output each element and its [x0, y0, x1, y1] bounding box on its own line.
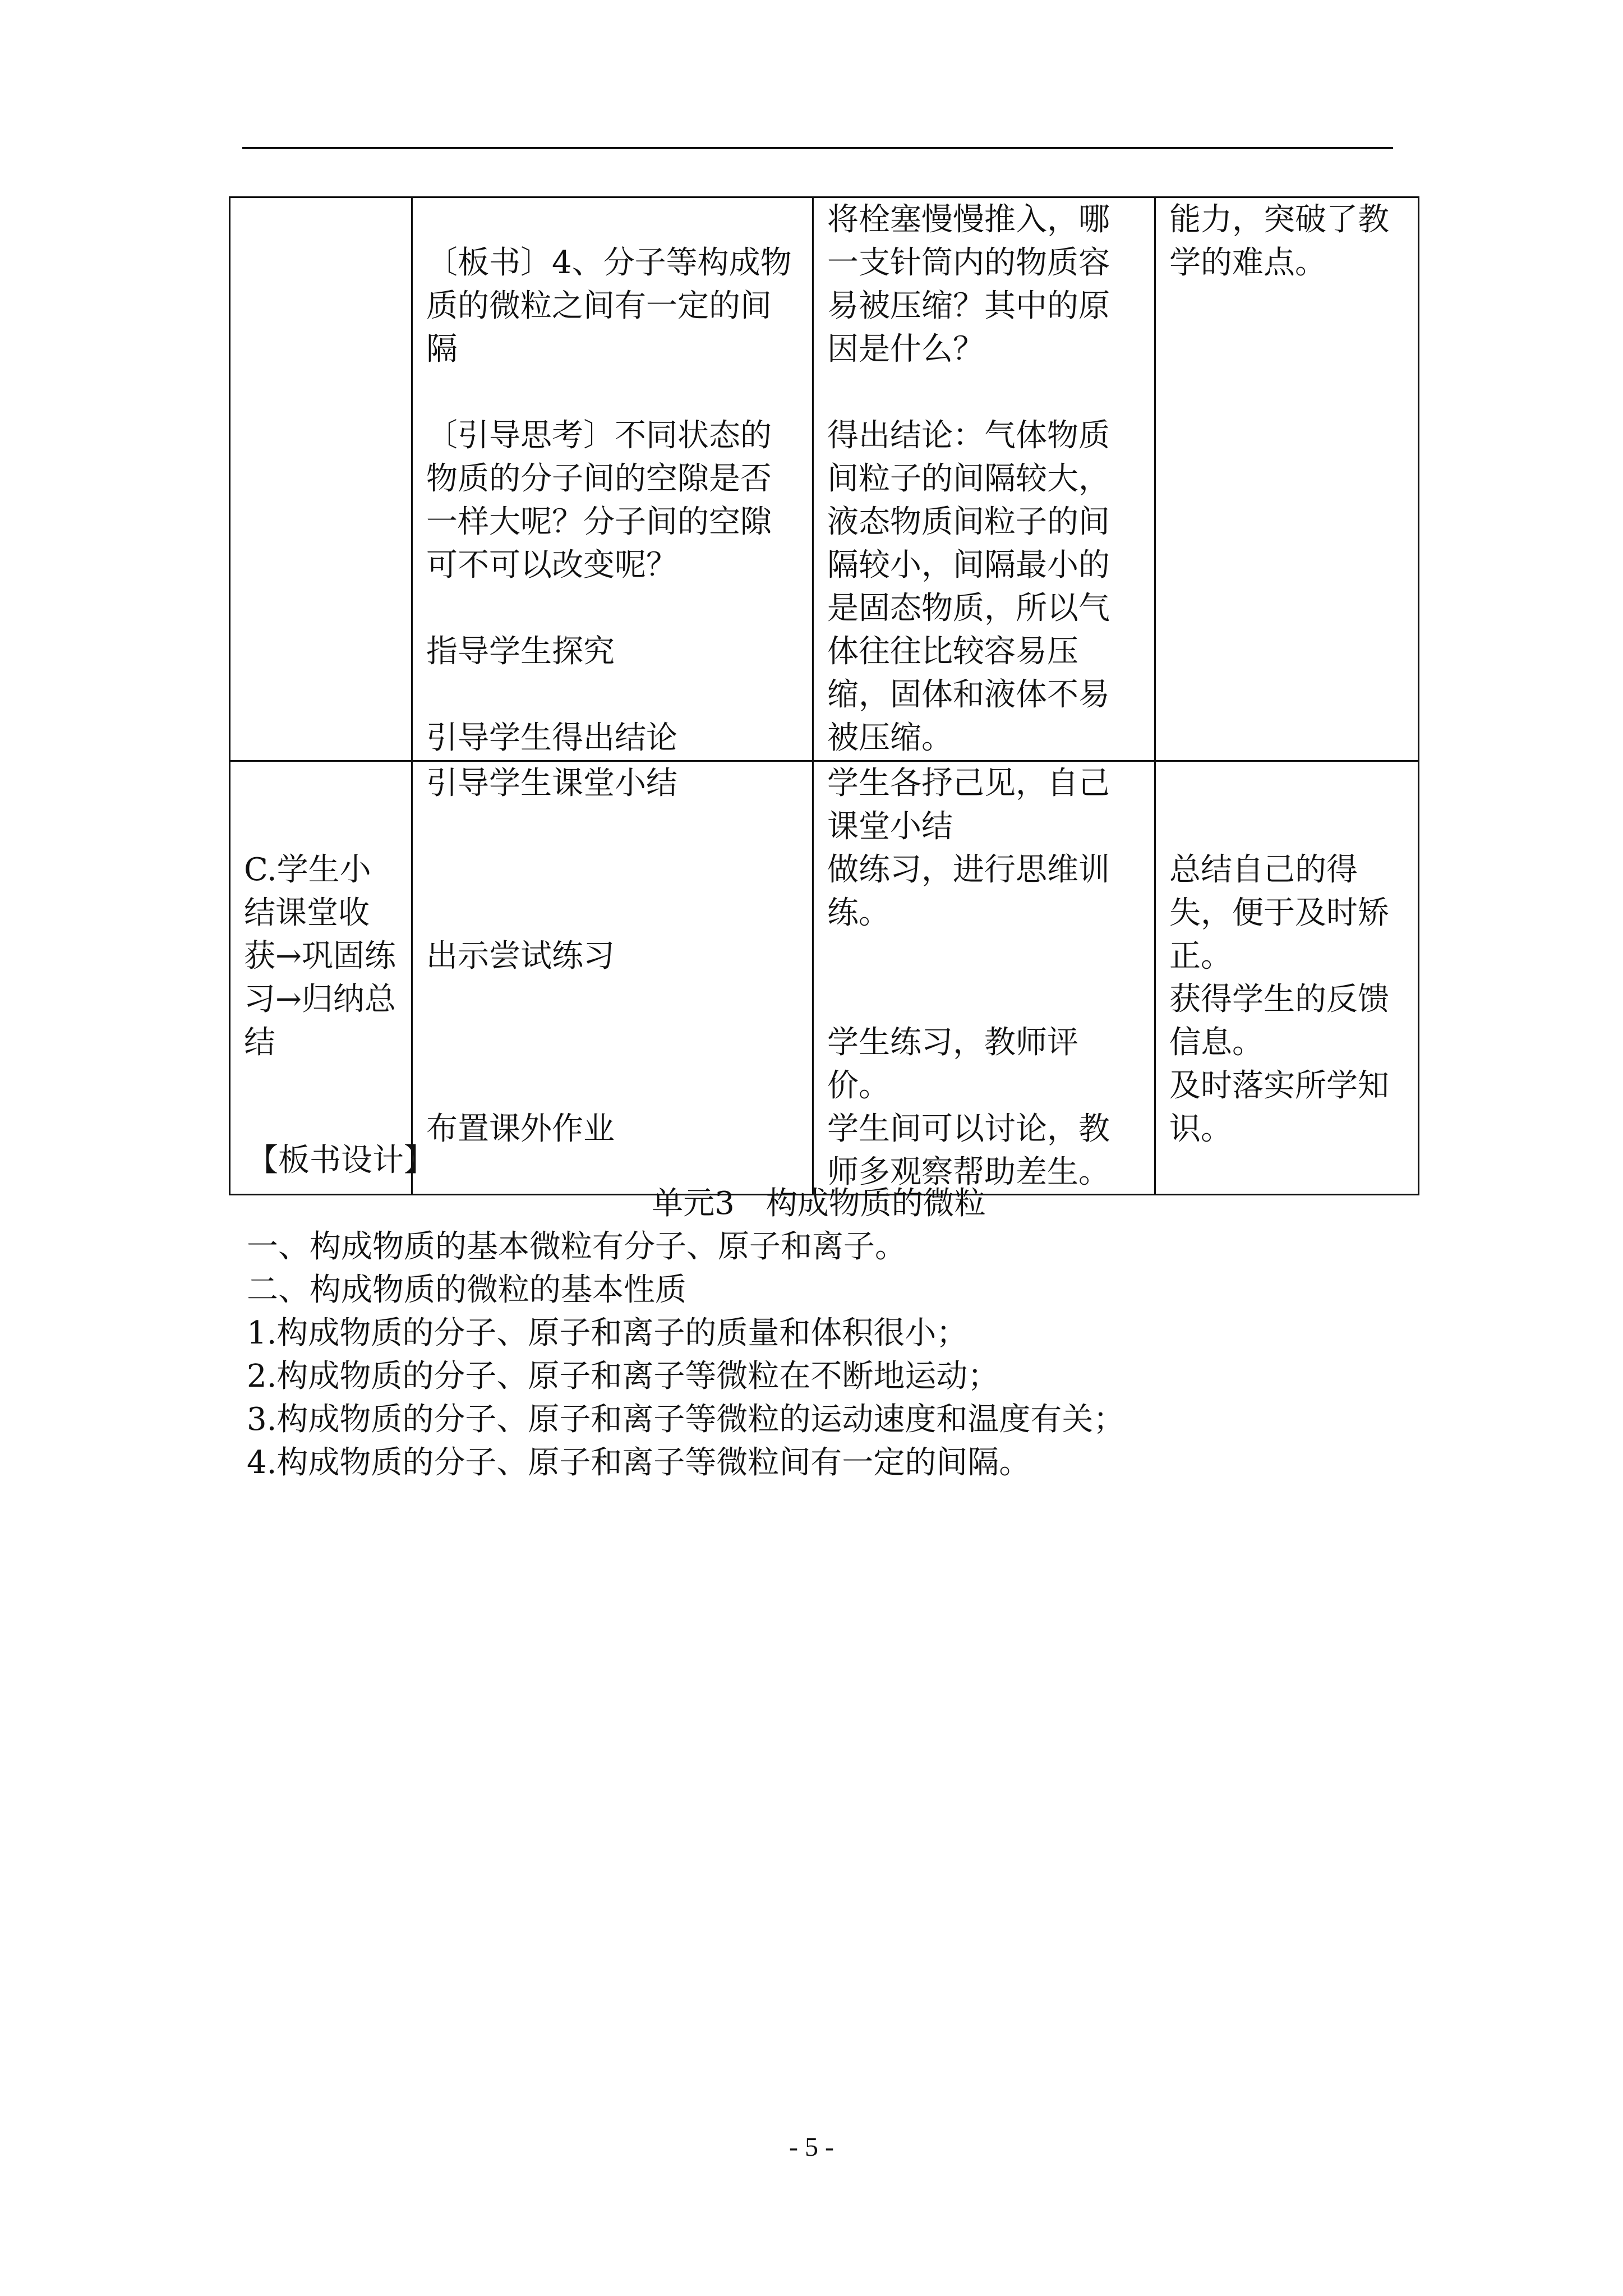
cell-teacher-activity [412, 197, 813, 761]
cell-stage [230, 197, 412, 761]
cell-text: 总结自己的得失，便于及时矫正。 获得学生的反馈信息。 及时落实所学知识。 [1169, 852, 1389, 1147]
header-rule [242, 147, 1393, 149]
cell-teacher-activity [412, 761, 813, 1195]
cell-student-activity [813, 761, 1155, 1195]
page-number: - 5 - [789, 2132, 834, 2162]
board-design-heading: 单元3 构成物质的微粒 [652, 1185, 986, 1222]
lesson-plan-table [229, 196, 1419, 1195]
board-design-title: 【板书设计】 [247, 1142, 435, 1179]
board-line: 3.构成物质的分子、原子和离子等微粒的运动速度和温度有关； [247, 1401, 1125, 1438]
board-line: 二、构成物质的微粒的基本性质 [247, 1272, 686, 1308]
board-line: 4.构成物质的分子、原子和离子等微粒间有一定的间隔。 [247, 1444, 1031, 1481]
cell-text: C.学生小结课堂收获→巩固练习→归纳总结 [244, 852, 396, 1061]
cell-text: 引导学生课堂小结 出示尝试练习 布置课外作业 [426, 765, 677, 1147]
table-row [230, 761, 1419, 1195]
cell-text: 学生各抒己见，自己课堂小结 做练习，进行思维训练。 学生练习，教师评价。 学生间可以讨论，教师多观察帮助差生。 [827, 765, 1110, 1190]
cell-student-activity [813, 197, 1155, 761]
board-line: 一、构成物质的基本微粒有分子、原子和离子。 [247, 1228, 906, 1265]
board-line: 1.构成物质的分子、原子和离子的质量和体积很小； [247, 1315, 968, 1351]
cell-design-intent [1155, 761, 1419, 1195]
cell-text: 能力，突破了教学的难点。 [1169, 201, 1389, 281]
board-line: 2.构成物质的分子、原子和离子等微粒在不断地运动； [247, 1358, 999, 1395]
cell-stage [230, 761, 412, 1195]
cell-text: 将栓塞慢慢推入，哪一支针筒内的物质容易被压缩？其中的原因是什么？ 得出结论：气体物质间粒子的间隔较大，液态物质间粒子的间隔较小，间隔最小的是固态物质，所以气体往往比较容易压缩，固体和液体不易被压缩。 [827, 201, 1110, 756]
cell-design-intent [1155, 197, 1419, 761]
cell-text: 〔板书〕4、分子等构成物质的微粒之间有一定的间隔 〔引导思考〕不同状态的物质的分子间的空隙是否一样大呢？分子间的空隙可不可以改变呢？ 指导学生探究 引导学生得出结论 [426, 245, 792, 756]
table-row [230, 197, 1419, 761]
